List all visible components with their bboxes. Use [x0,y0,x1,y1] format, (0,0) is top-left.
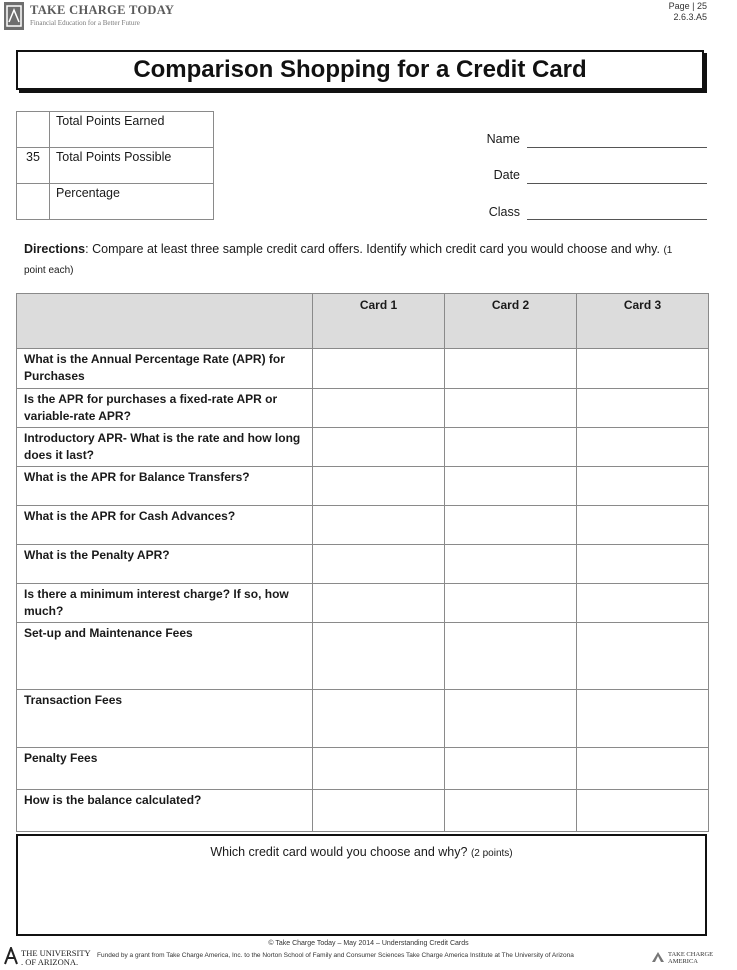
column-header-card-2: Card 2 [445,294,577,349]
table-row [17,428,709,467]
question-cell: Is there a minimum interest charge? If so, how much? [17,584,313,623]
question-cell: What is the Annual Percentage Rate (APR) for Purchases [17,349,313,389]
answer-cell-card-1[interactable] [313,467,445,506]
choose-question [18,845,705,859]
points-label: Total Points Earned [50,112,214,148]
table-row [17,467,709,506]
ua-line-1: THE UNIVERSITY [21,948,91,958]
logo-title: TAKE CHARGE TODAY [30,3,175,17]
table-header-row [17,294,709,349]
table-row [17,506,709,545]
answer-cell-card-2[interactable] [445,748,577,790]
class-field[interactable] [527,219,707,220]
answer-cell-card-3[interactable] [577,690,709,748]
question-cell: How is the balance calculated? [17,790,313,832]
question-cell: Is the APR for purchases a fixed-rate APR or variable-rate APR? [17,389,313,428]
question-cell: Introductory APR- What is the rate and how long does it last? [17,428,313,467]
header-blank-cell [17,294,313,349]
answer-cell-card-2[interactable] [445,790,577,832]
name-field[interactable] [527,147,707,148]
answer-cell-card-1[interactable] [313,428,445,467]
points-row [17,112,214,148]
name-label: Name [486,132,520,146]
answer-cell-card-1[interactable] [313,349,445,389]
question-cell: What is the Penalty APR? [17,545,313,584]
take-charge-today-logo-icon [4,2,24,30]
points-row [17,184,214,220]
logo-tagline: Financial Education for a Better Future [30,19,140,27]
question-cell: Penalty Fees [17,748,313,790]
page-number-block [669,1,707,23]
answer-cell-card-3[interactable] [577,790,709,832]
answer-cell-card-2[interactable] [445,428,577,467]
answer-cell-card-3[interactable] [577,545,709,584]
footer-funding: Funded by a grant from Take Charge America, Inc. to the Norton School of Family and Consumer Sciences Take Charge America Institute at The University of Arizona [97,952,574,959]
points-label: Total Points Possible [50,148,214,184]
title-box [16,50,704,90]
answer-cell-card-2[interactable] [445,584,577,623]
table-row [17,690,709,748]
question-cell: Set-up and Maintenance Fees [17,623,313,690]
table-row [17,349,709,389]
take-charge-america-logo-text: TAKE CHARGE AMERICA [668,951,714,965]
choose-question-points: (2 points) [470,848,513,859]
answer-cell-card-3[interactable] [577,623,709,690]
answer-cell-card-3[interactable] [577,506,709,545]
answer-cell-card-2[interactable] [445,623,577,690]
university-of-arizona-logo-text [21,949,91,967]
answer-cell-card-1[interactable] [313,748,445,790]
table-row [17,389,709,428]
table-row [17,545,709,584]
answer-cell-card-3[interactable] [577,389,709,428]
directions-points: (1 point each) [24,245,673,276]
answer-cell-card-1[interactable] [313,389,445,428]
answer-cell-card-2[interactable] [445,389,577,428]
take-charge-america-logo-icon [651,950,665,962]
page-title: Comparison Shopping for a Credit Card [133,56,587,83]
directions [24,240,684,280]
answer-cell-card-2[interactable] [445,349,577,389]
column-header-card-3: Card 3 [577,294,709,349]
answer-cell-card-1[interactable] [313,690,445,748]
answer-cell-card-3[interactable] [577,467,709,506]
answer-cell-card-1[interactable] [313,506,445,545]
answer-cell-card-3[interactable] [577,748,709,790]
footer-copyright: © Take Charge Today – May 2014 – Understanding Credit Cards [268,940,469,947]
doc-code: 2.6.3.A5 [673,12,707,22]
directions-label: Directions [24,242,86,256]
date-field[interactable] [527,183,707,184]
choose-answer-box[interactable] [16,834,707,936]
comparison-table [16,293,709,832]
page-number: Page | 25 [668,1,707,11]
date-label: Date [493,168,520,182]
table-row [17,584,709,623]
points-label: Percentage [50,184,214,220]
answer-cell-card-1[interactable] [313,623,445,690]
answer-cell-card-2[interactable] [445,545,577,584]
choose-question-text: Which credit card would you choose and why? [210,845,468,859]
directions-text: : Compare at least three sample credit card offers. Identify which credit card you would choose and why. [85,242,660,256]
table-row [17,623,709,690]
answer-cell-card-2[interactable] [445,506,577,545]
answer-cell-card-3[interactable] [577,428,709,467]
table-row [17,748,709,790]
answer-cell-card-1[interactable] [313,584,445,623]
university-of-arizona-logo-icon [4,947,18,965]
points-value[interactable] [17,184,50,220]
points-row [17,148,214,184]
column-header-card-1: Card 1 [313,294,445,349]
points-value[interactable] [17,112,50,148]
question-cell: Transaction Fees [17,690,313,748]
answer-cell-card-1[interactable] [313,790,445,832]
question-cell: What is the APR for Cash Advances? [17,506,313,545]
ua-line-2: . OF ARIZONA. [21,957,79,967]
table-row [17,790,709,832]
points-table [16,111,214,220]
points-value[interactable]: 35 [17,148,50,184]
class-label: Class [488,205,520,219]
answer-cell-card-2[interactable] [445,467,577,506]
answer-cell-card-3[interactable] [577,584,709,623]
answer-cell-card-1[interactable] [313,545,445,584]
question-cell: What is the APR for Balance Transfers? [17,467,313,506]
answer-cell-card-2[interactable] [445,690,577,748]
answer-cell-card-3[interactable] [577,349,709,389]
